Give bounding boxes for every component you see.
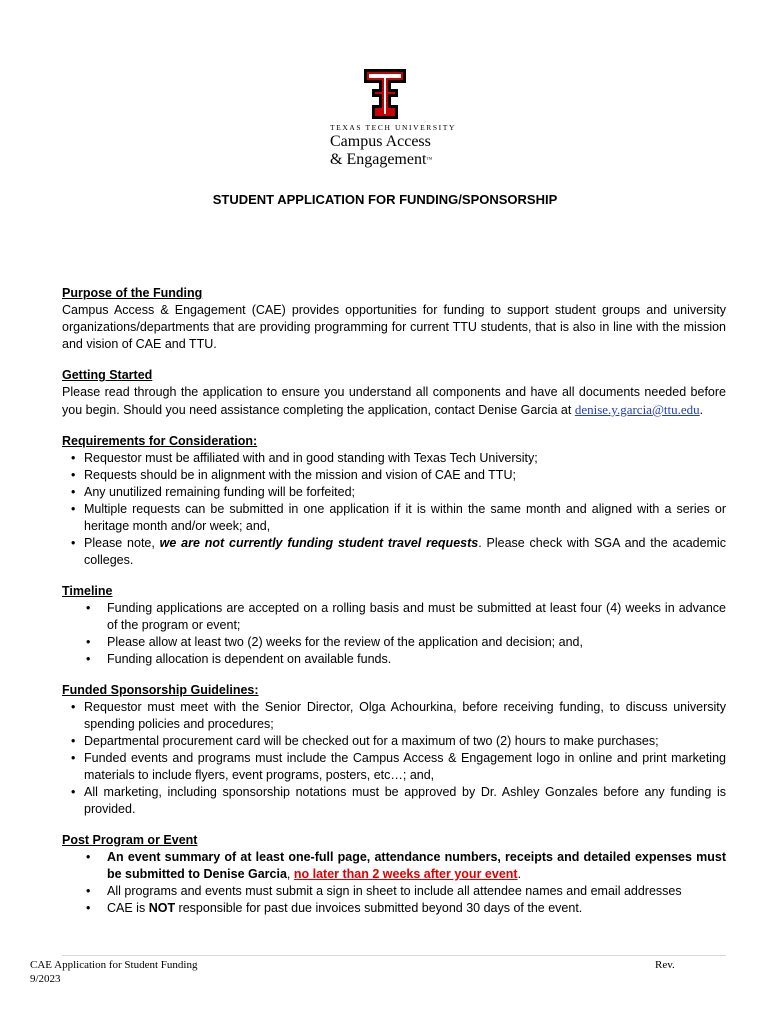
timeline-list — [62, 600, 726, 668]
double-t-icon — [364, 69, 406, 119]
footer-revision: Rev. — [655, 959, 675, 971]
purpose-heading: Purpose of the Funding — [62, 286, 203, 300]
trademark-symbol: ™ — [426, 157, 433, 163]
list-item: • Funding applications are accepted on a rolling basis and must be submitted at least four (4) weeks in advance of the program or event; — [62, 600, 726, 634]
timeline-heading: Timeline — [62, 584, 113, 598]
footer-divider — [62, 955, 726, 956]
contact-email-link[interactable]: denise.y.garcia@ttu.edu — [574, 402, 700, 417]
travel-notice: we are not currently funding student travel requests — [159, 536, 479, 550]
invoice-post: responsible for past due invoices submitted beyond 30 days of the event. — [175, 901, 583, 915]
list-item: • Funded events and programs must include the Campus Access & Engagement logo in online and print marketing materials to include flyers, event programs, posters, etc…; and, — [62, 750, 726, 784]
invoice-pre: CAE is — [107, 901, 149, 915]
footer-doc-name: CAE Application for Student Funding — [30, 959, 198, 971]
unit-name-line2-text: & Engagement — [330, 151, 427, 168]
timeline-section — [62, 583, 726, 668]
summary-requirement: An event summary of at least one-full page, attendance numbers, receipts and detailed expenses must be submitted to Denise Garcia — [107, 850, 726, 881]
summary-sep: , — [286, 867, 294, 881]
getting-started-section — [62, 367, 726, 419]
footer-date: 9/2023 — [30, 973, 61, 985]
list-item: • Multiple requests can be submitted in one application if it is within the same month and aligned with a series or heritage month and/or week; and, — [62, 501, 726, 535]
university-name: TEXAS TECH UNIVERSITY — [330, 123, 456, 132]
list-item: • Please allow at least two (2) weeks for the review of the application and decision; and, — [62, 634, 726, 651]
document-body — [62, 285, 726, 931]
post-program-list — [62, 849, 726, 917]
list-item — [62, 900, 726, 917]
getting-started-end: . — [699, 403, 704, 417]
list-item: • All marketing, including sponsorship notations must be approved by Dr. Ashley Gonzales before any funding is provided. — [62, 784, 726, 818]
footer-left — [30, 958, 197, 986]
list-item: • Requests should be in alignment with the mission and vision of CAE and TTU; — [62, 467, 726, 484]
unit-name-line1: Campus Access — [330, 133, 431, 150]
getting-started-text — [62, 384, 726, 419]
purpose-section — [62, 285, 726, 353]
list-item: • Departmental procurement card will be checked out for a maximum of two (2) hours to make purchases; — [62, 733, 726, 750]
list-item — [62, 535, 726, 569]
list-item: • All programs and events must submit a sign in sheet to include all attendee names and email addresses — [62, 883, 726, 900]
document-title: STUDENT APPLICATION FOR FUNDING/SPONSORSHIP — [212, 192, 558, 207]
unit-name-line2 — [330, 151, 432, 169]
invoice-not: NOT — [148, 901, 176, 915]
requirements-list — [62, 450, 726, 569]
getting-started-heading: Getting Started — [62, 368, 153, 382]
note-post: . Please check with SGA and the academic colleges. — [84, 536, 726, 567]
list-item — [62, 849, 726, 883]
summary-end: . — [517, 867, 522, 881]
list-item: • Any unutilized remaining funding will be forfeited; — [62, 484, 726, 501]
note-pre: Please note, — [84, 536, 160, 550]
requirements-heading: Requirements for Consideration: — [62, 434, 258, 448]
getting-started-body: Please read through the application to ensure you understand all components and have all documents needed before you begin. Should you need assistance completing the application, contact Denise Garcia at — [62, 385, 726, 417]
guidelines-section — [62, 682, 726, 818]
requirements-section — [62, 433, 726, 569]
guidelines-list — [62, 699, 726, 818]
post-program-heading: Post Program or Event — [62, 833, 198, 847]
list-item: • Funding allocation is dependent on available funds. — [62, 651, 726, 668]
purpose-text: Campus Access & Engagement (CAE) provides opportunities for funding to support student groups and university organizations/departments that are providing programming for current TTU students, that is also in line with the mission and vision of CAE and TTU. — [62, 303, 726, 351]
post-program-section — [62, 832, 726, 917]
list-item: • Requestor must meet with the Senior Director, Olga Achourkina, before receiving funding, to discuss university spending policies and procedures; — [62, 699, 726, 733]
deadline-notice: no later than 2 weeks after your event — [293, 867, 518, 881]
list-item: • Requestor must be affiliated with and in good standing with Texas Tech University; — [62, 450, 726, 467]
guidelines-heading: Funded Sponsorship Guidelines: — [62, 683, 259, 697]
